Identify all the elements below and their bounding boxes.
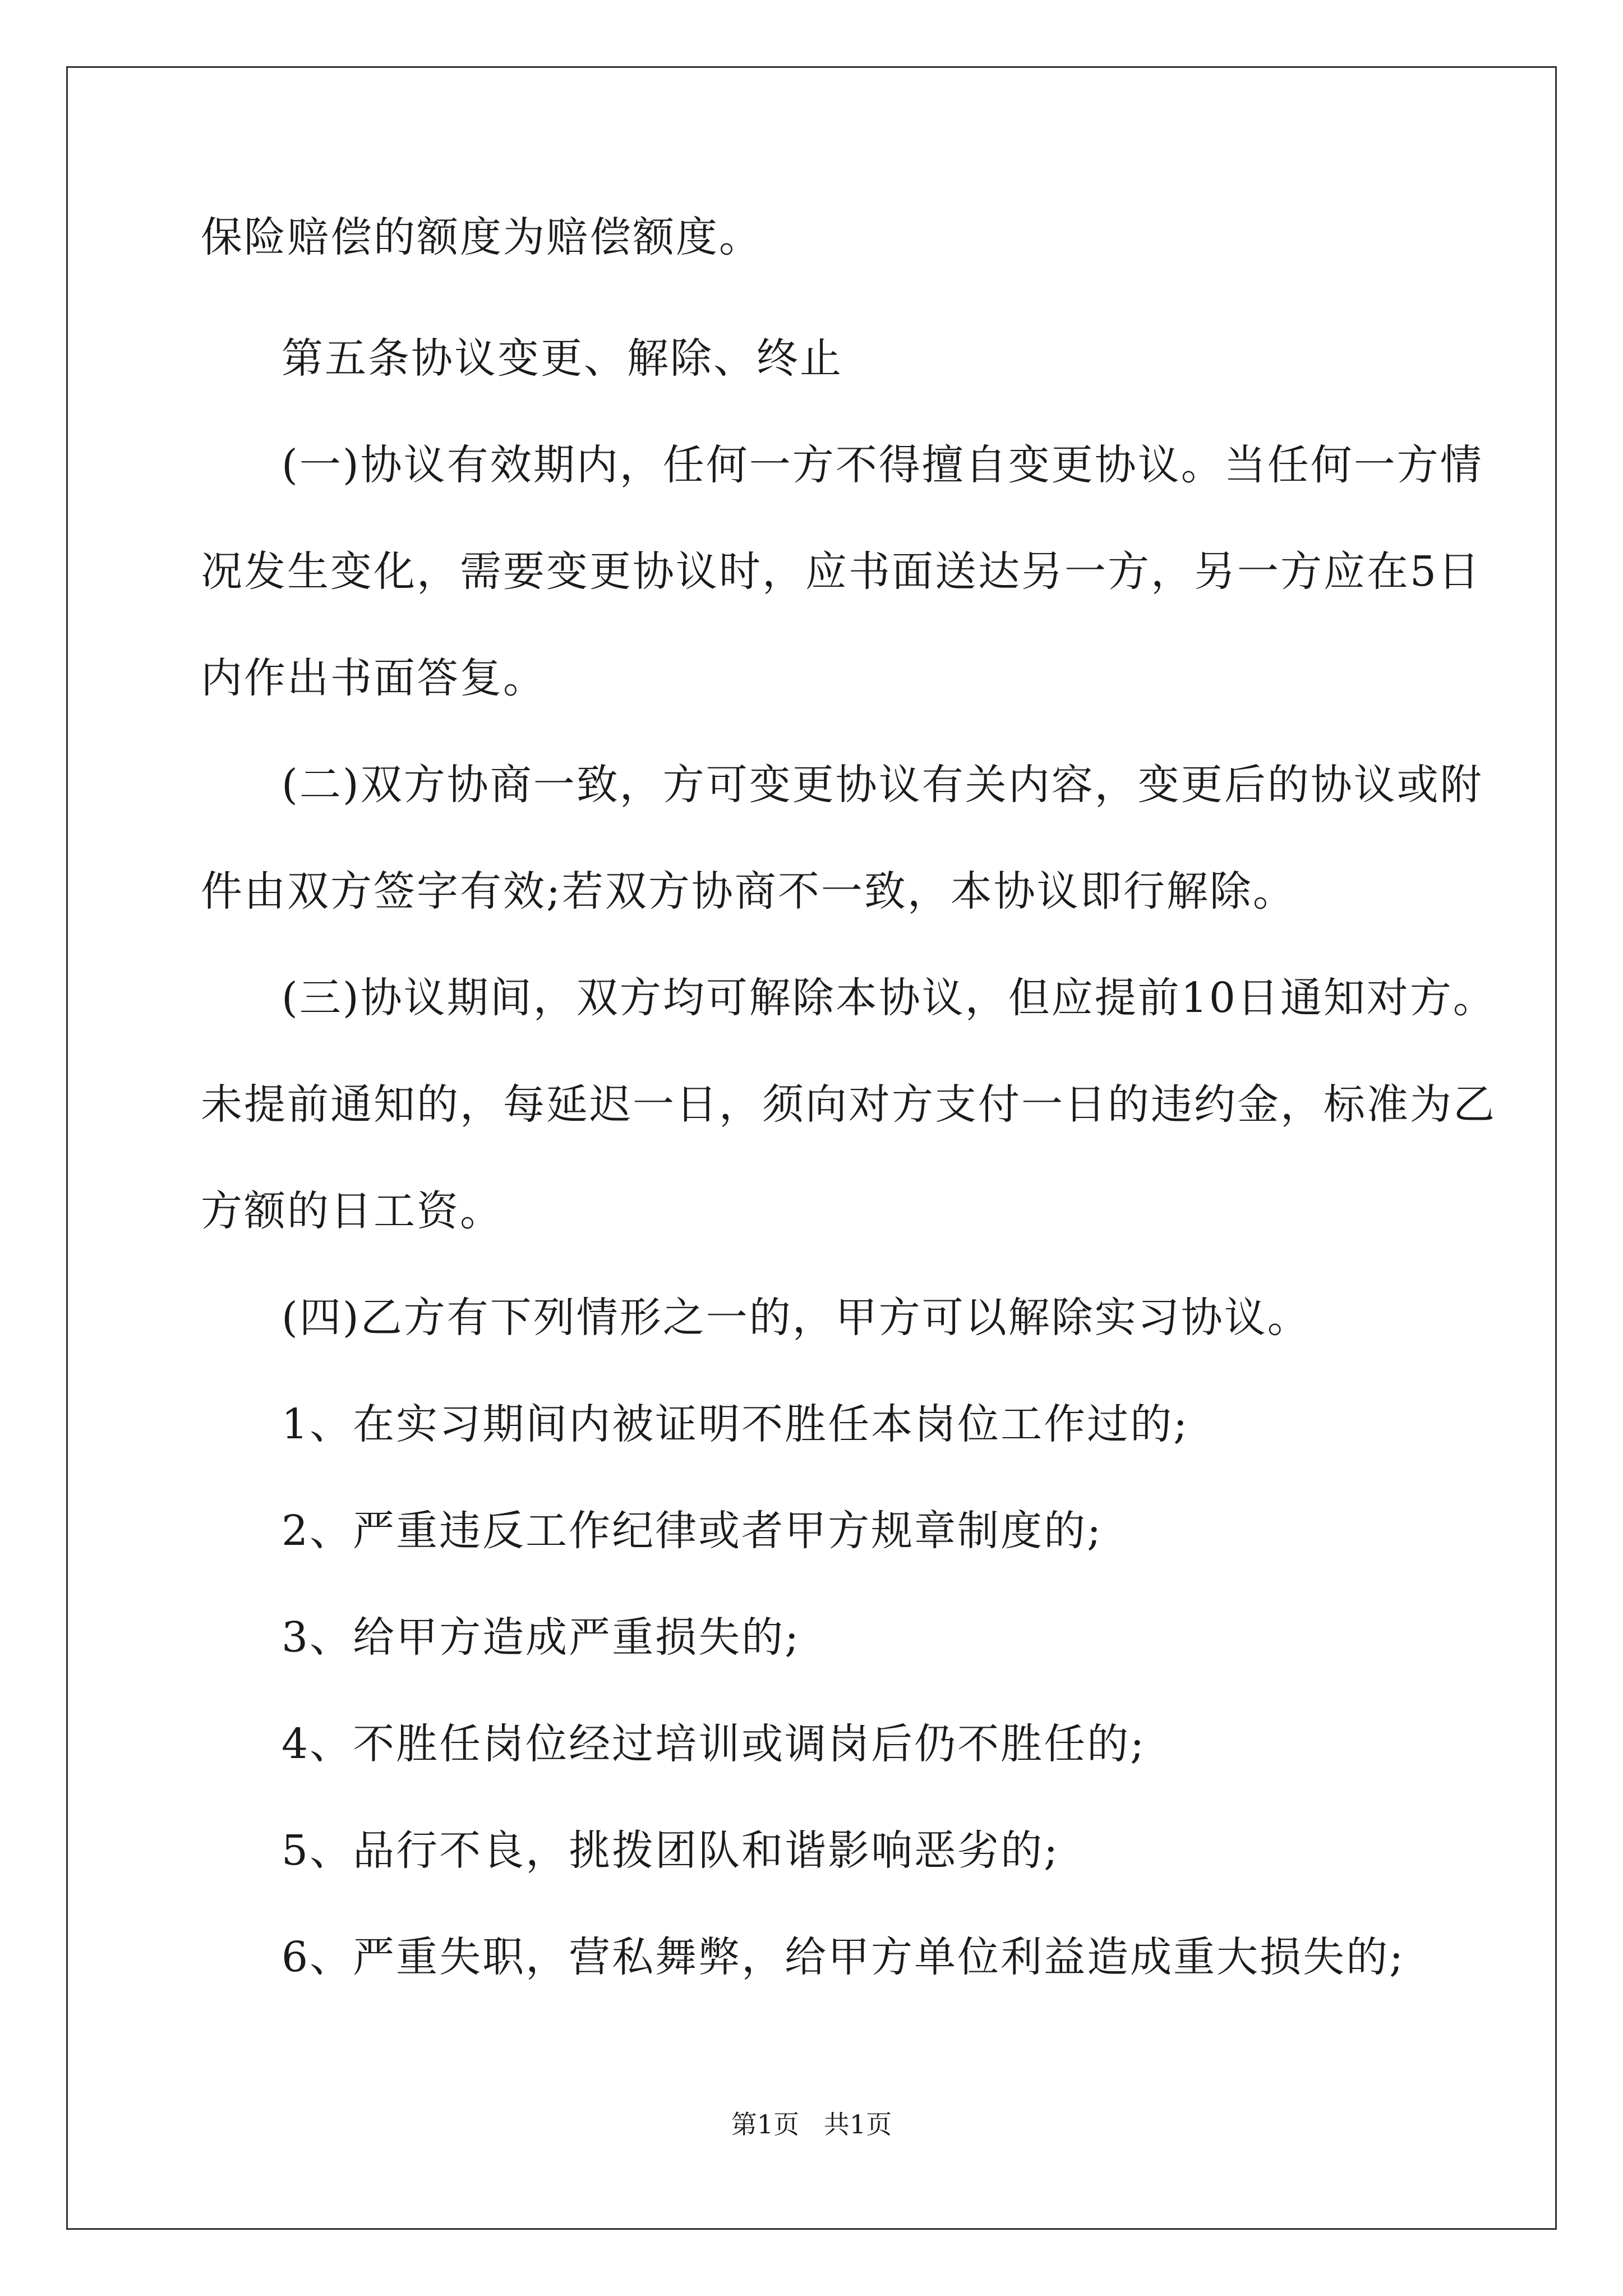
body-line-6: (二)双方协商一致，方可变更协议有关内容，变更后的协议或附 <box>282 761 1483 809</box>
body-line-11: (四)乙方有下列情形之一的，甲方可以解除实习协议。 <box>282 1294 1311 1342</box>
body-line-10: 方额的日工资。 <box>201 1187 503 1235</box>
body-line-3: (一)协议有效期内，任何一方不得擅自变更协议。当任何一方情 <box>282 441 1483 489</box>
body-line-5: 内作出书面答复。 <box>201 654 546 702</box>
list-item-1: 1、在实习期间内被证明不胜任本岗位工作过的; <box>282 1400 1189 1448</box>
list-item-6: 6、严重失职，营私舞弊，给甲方单位利益造成重大损失的; <box>282 1933 1405 1981</box>
body-line-9: 未提前通知的，每延迟一日，须向对方支付一日的违约金，标准为乙 <box>201 1080 1496 1129</box>
body-line-4: 况发生变化，需要变更协议时，应书面送达另一方，另一方应在5日 <box>201 547 1482 596</box>
list-item-4: 4、不胜任岗位经过培训或调岗后仍不胜任的; <box>282 1720 1146 1768</box>
body-line-1: 保险赔偿的额度为赔偿额度。 <box>201 213 762 261</box>
page-footer: 第1页 共1页 <box>731 2109 892 2139</box>
body-line-7: 件由双方签字有效;若双方协商不一致，本协议即行解除。 <box>201 867 1296 915</box>
section-heading: 第五条协议变更、解除、终止 <box>282 334 843 383</box>
body-line-8: (三)协议期间，双方均可解除本协议，但应提前10日通知对方。 <box>282 974 1496 1022</box>
list-item-3: 3、给甲方造成严重损失的; <box>282 1613 801 1662</box>
list-item-2: 2、严重违反工作纪律或者甲方规章制度的; <box>282 1507 1103 1555</box>
list-item-5: 5、品行不良，挑拨团队和谐影响恶劣的; <box>282 1826 1060 1875</box>
page-border <box>66 66 1557 2230</box>
